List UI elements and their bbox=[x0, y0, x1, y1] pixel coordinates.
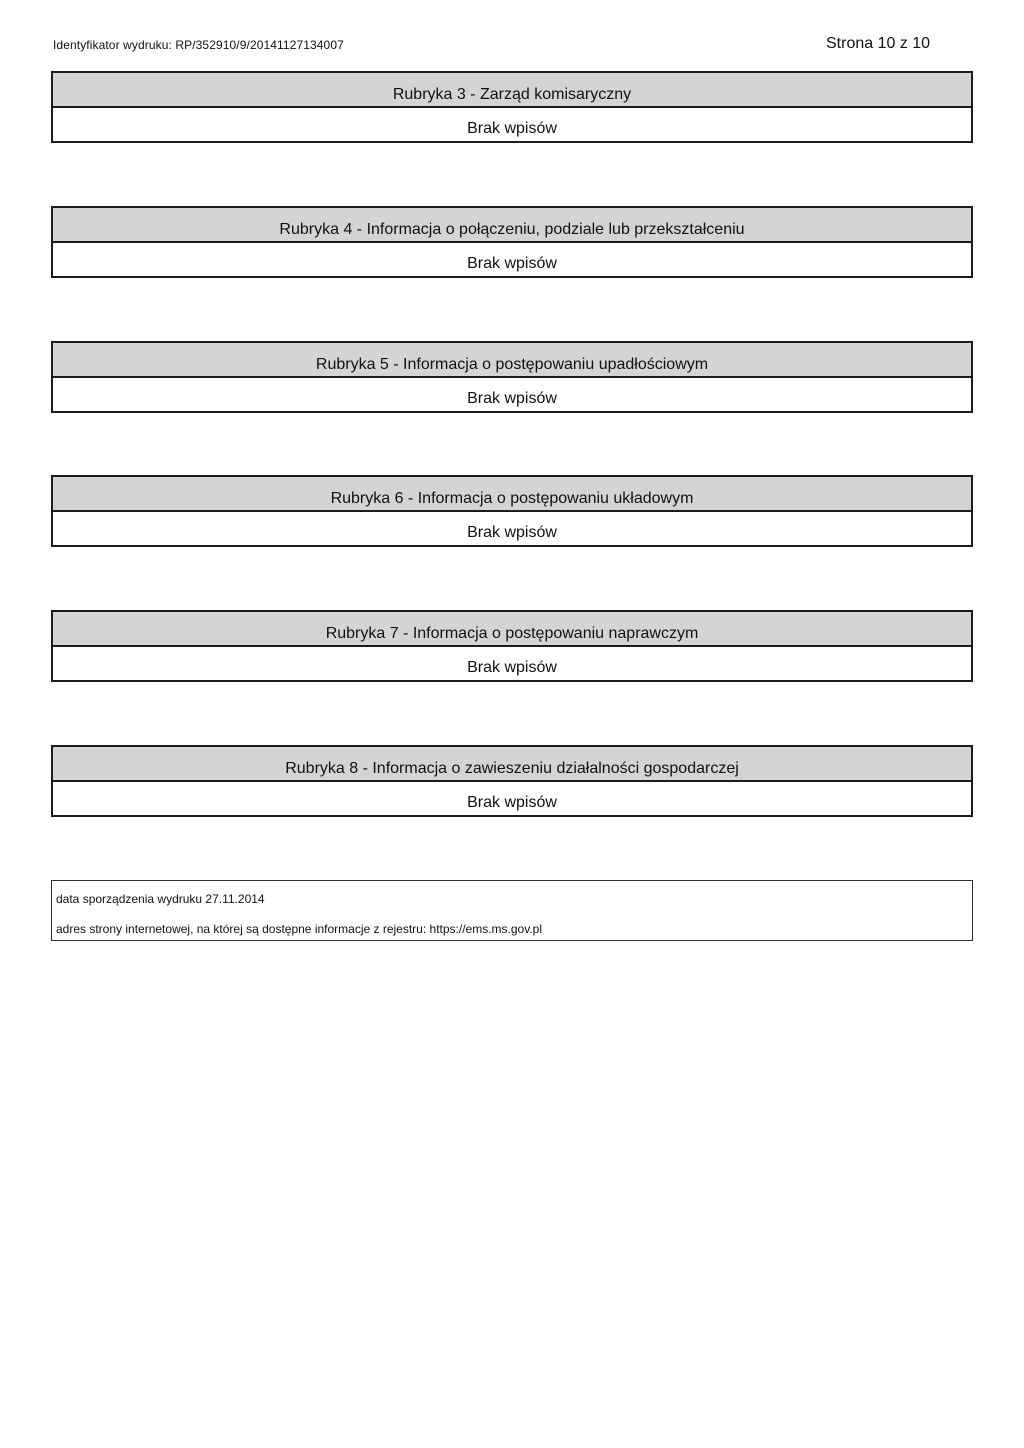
registry-info: adres strony internetowej, na której są dostępne informacje z rejestru: https://ems.ms.gov.pl bbox=[56, 922, 542, 936]
section-title: Rubryka 7 - Informacja o postępowaniu naprawczym bbox=[53, 612, 971, 647]
section-rubryka-5 bbox=[51, 341, 973, 413]
section-rubryka-7 bbox=[51, 610, 973, 682]
print-info-box bbox=[51, 880, 973, 941]
document-id: Identyfikator wydruku: RP/352910/9/20141127134007 bbox=[53, 38, 344, 52]
section-content: Brak wpisów bbox=[467, 255, 557, 272]
print-date: data sporządzenia wydruku 27.11.2014 bbox=[56, 892, 265, 906]
section-title: Rubryka 5 - Informacja o postępowaniu upadłościowym bbox=[53, 343, 971, 378]
page-number: Strona 10 z 10 bbox=[826, 35, 931, 52]
section-rubryka-4 bbox=[51, 206, 973, 278]
section-content: Brak wpisów bbox=[467, 794, 557, 811]
section-title: Rubryka 6 - Informacja o postępowaniu układowym bbox=[53, 477, 971, 512]
section-rubryka-8 bbox=[51, 745, 973, 817]
section-content: Brak wpisów bbox=[467, 524, 557, 541]
section-content: Brak wpisów bbox=[467, 120, 557, 137]
section-content: Brak wpisów bbox=[467, 659, 557, 676]
section-rubryka-6 bbox=[51, 475, 973, 547]
section-content: Brak wpisów bbox=[467, 390, 557, 407]
section-title: Rubryka 8 - Informacja o zawieszeniu działalności gospodarczej bbox=[53, 747, 971, 782]
section-rubryka-3 bbox=[51, 71, 973, 143]
section-title: Rubryka 4 - Informacja o połączeniu, podziale lub przekształceniu bbox=[53, 208, 971, 243]
section-title: Rubryka 3 - Zarząd komisaryczny bbox=[53, 73, 971, 108]
